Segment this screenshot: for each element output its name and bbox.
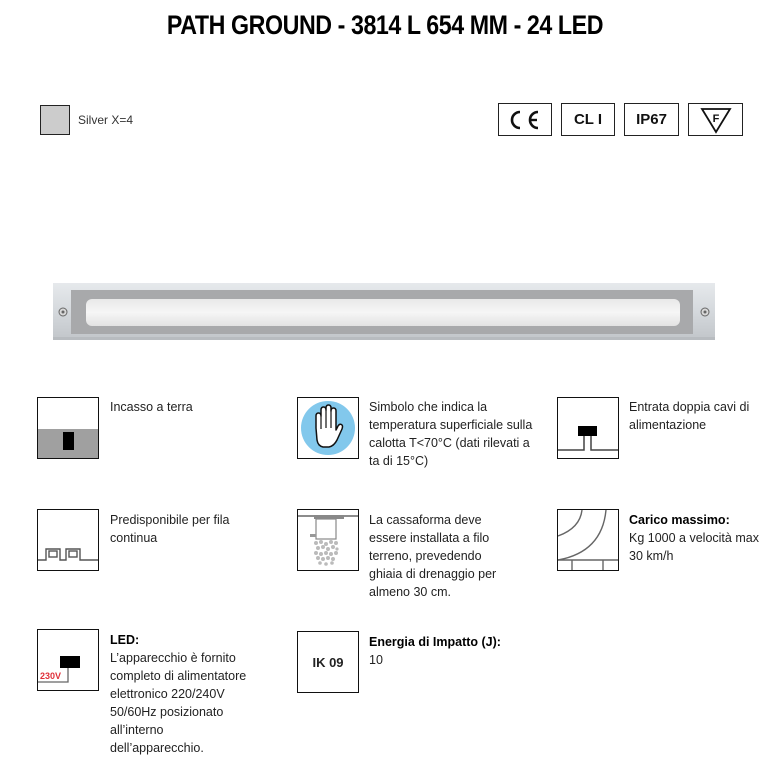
class-i-label: CL I (573, 111, 603, 128)
class-i-badge (561, 103, 615, 136)
hand-temperature-icon (297, 397, 359, 459)
feature-led-title: LED: (110, 633, 140, 647)
double-cable-entry-icon (557, 397, 619, 459)
power-supply-230v-icon (37, 629, 99, 691)
feature-max-load-title: Carico massimo: (629, 513, 730, 527)
product-image (53, 281, 715, 341)
feature-max-load-text: Carico massimo: Kg 1000 a velocità max 30 km/h (629, 511, 769, 565)
page-title: PATH GROUND - 3814 L 654 MM - 24 LED (166, 10, 604, 40)
feature-impact-text: Energia di Impatto (J): 10 (369, 633, 539, 669)
feature-recessed-text: Incasso a terra (110, 400, 193, 414)
feature-surface-temp-text: Simbolo che indica la temperatura superficiale sulla calotta T<70°C (dati rilevati a ta di 15°C) (369, 400, 533, 468)
recessed-ground-icon (37, 397, 99, 459)
ik-rating-label: IK 09 (312, 654, 344, 670)
svg-text:F: F (712, 112, 719, 125)
feature-led-text: LED: L’apparecchio è fornito completo di alimentatore elettronico 220/240V 50/60Hz posizionato all’interno dell’apparecchio. (110, 631, 260, 757)
finish-label: Silver X=4 (78, 113, 134, 127)
housing-gravel-icon (297, 509, 359, 571)
ip-rating-label: IP67 (636, 111, 667, 128)
svg-text:230V: 230V (40, 671, 62, 681)
feature-continuous-row-text: Predisponibile per fila continua (110, 513, 230, 545)
ce-mark-icon (498, 103, 552, 136)
finish-color-swatch (40, 105, 70, 135)
f-mark-icon (688, 103, 743, 136)
continuous-row-icon (37, 509, 99, 571)
feature-impact-title: Energia di Impatto (J): (369, 635, 501, 649)
feature-housing-text: La cassaforma deve essere installata a filo terreno, prevedendo ghiaia di drenaggio per almeno 30 cm. (369, 513, 497, 599)
ip-rating-badge (624, 103, 679, 136)
ik-rating-icon (297, 631, 359, 693)
drive-over-load-icon (557, 509, 619, 571)
feature-double-cable-text: Entrata doppia cavi di alimentazione (629, 400, 750, 432)
